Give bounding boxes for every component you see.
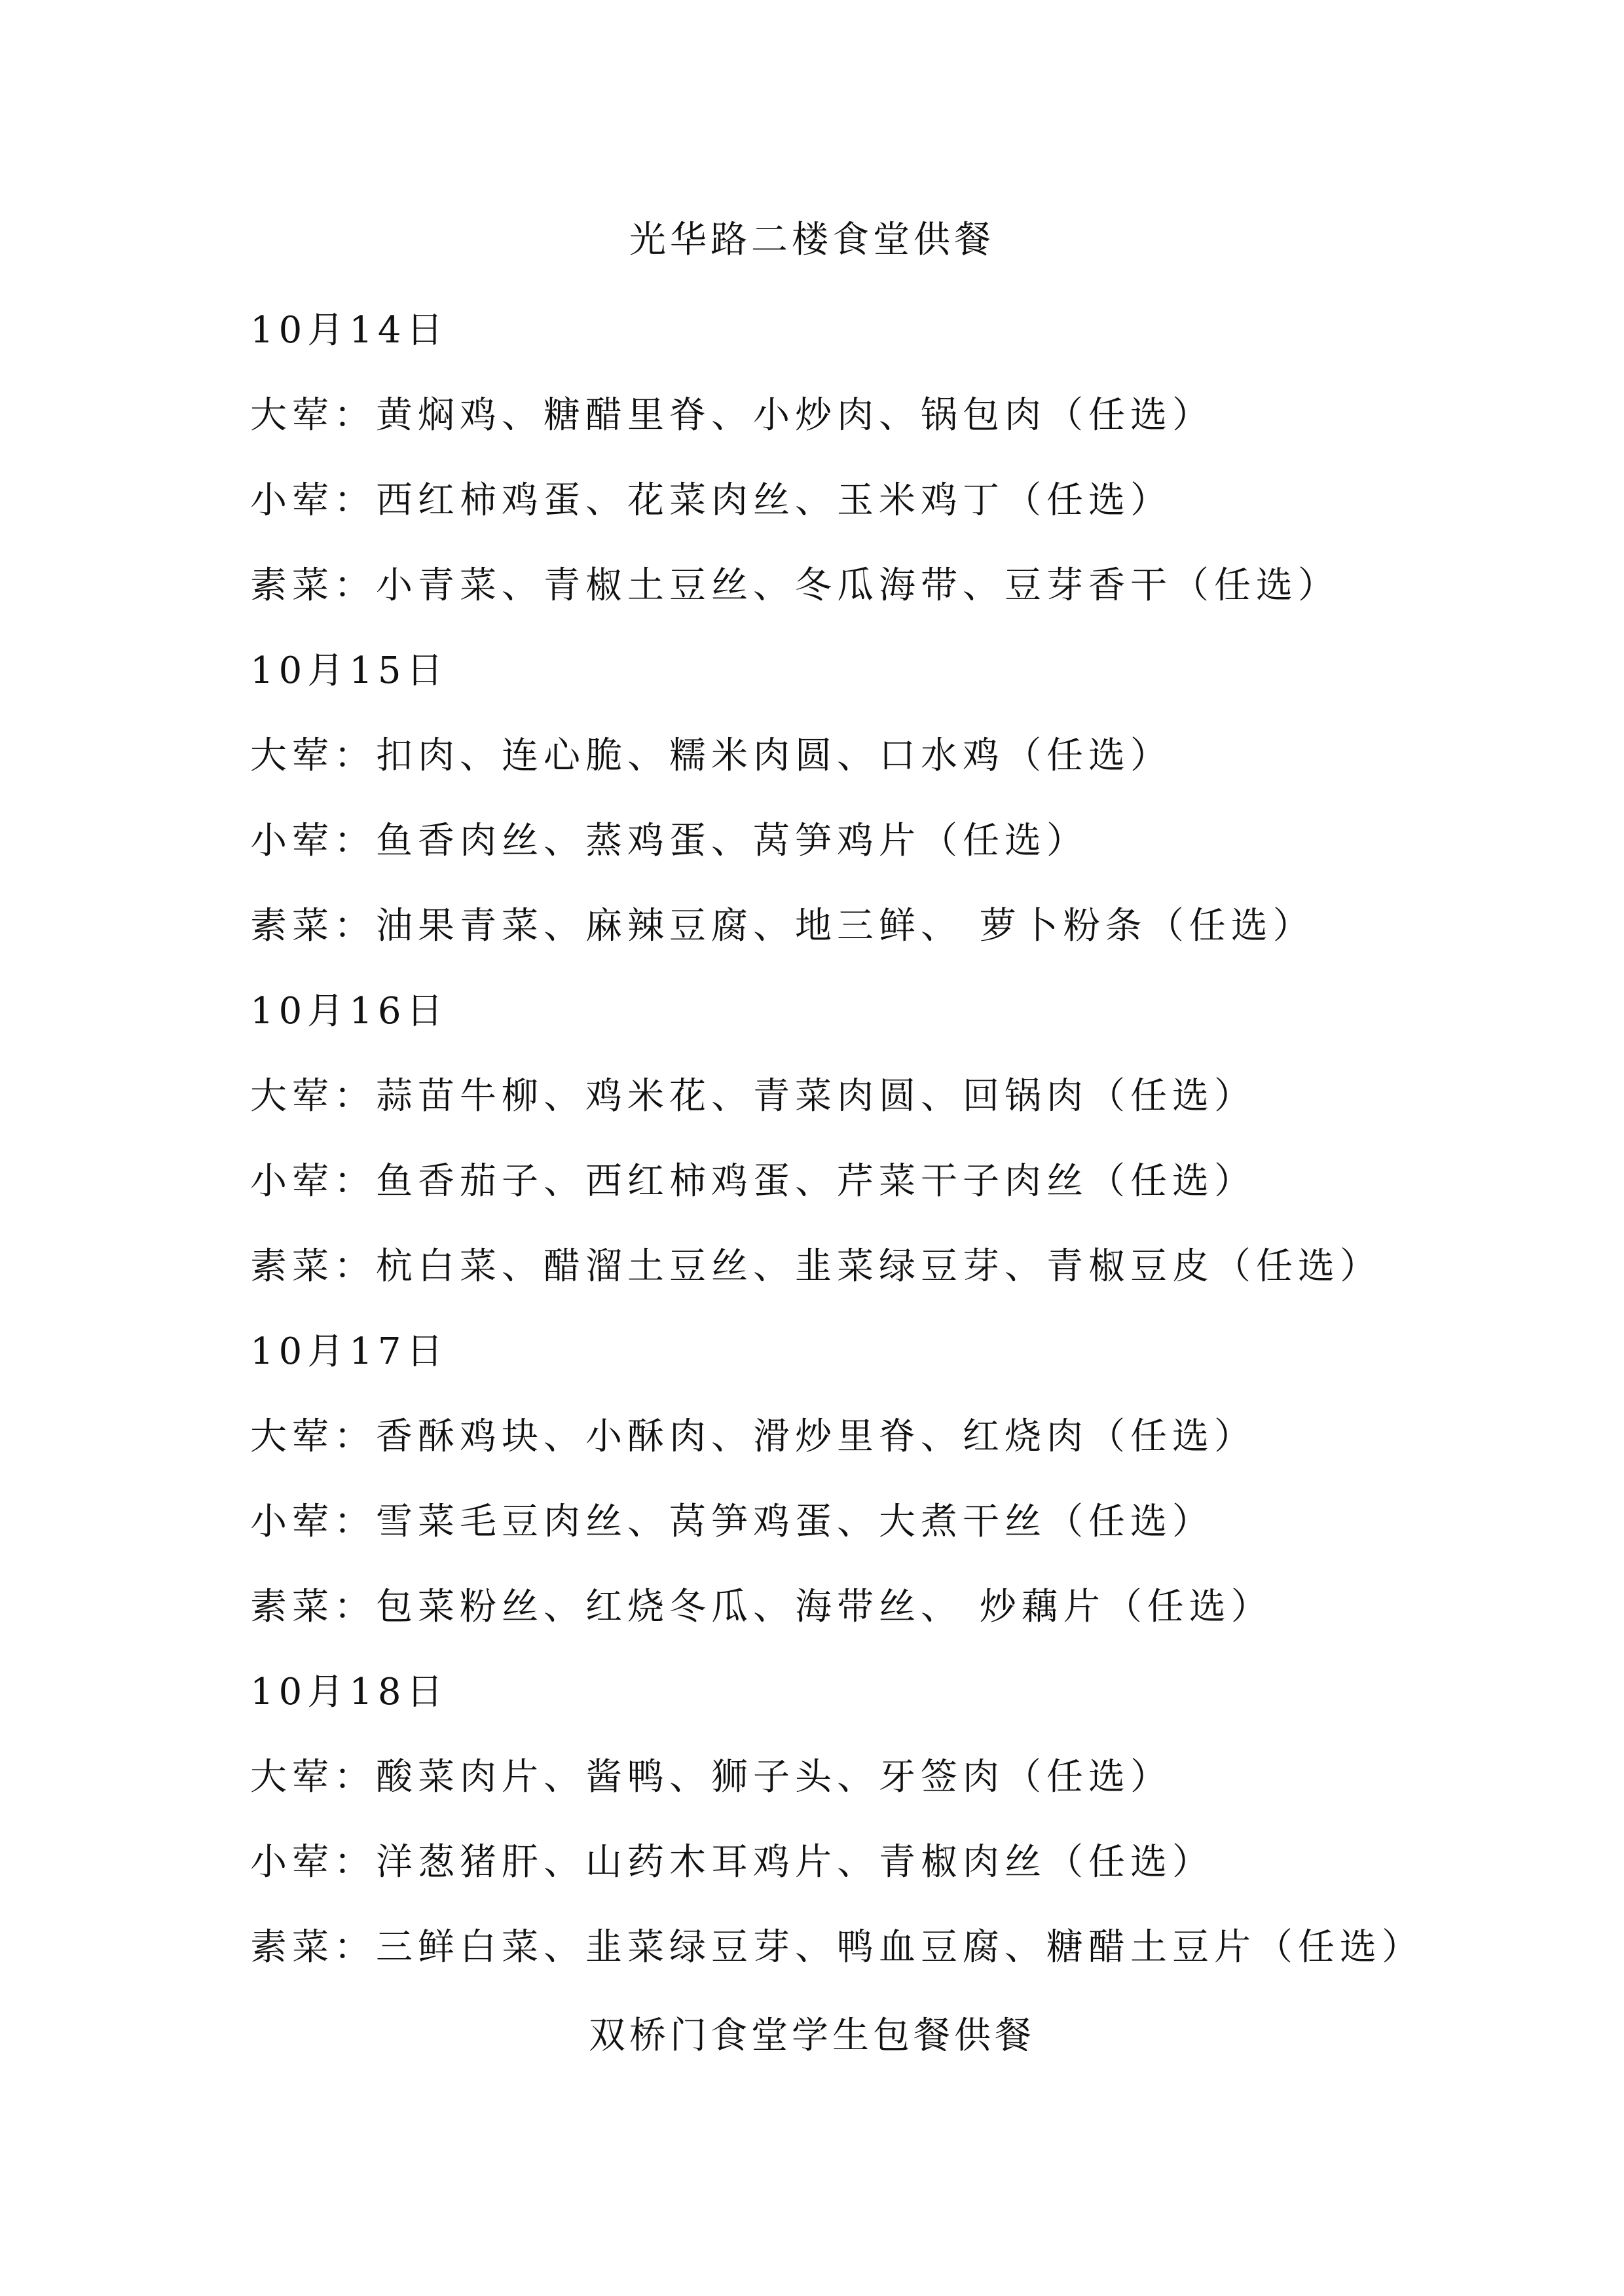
big-meat-line: 大荤：酸菜肉片、酱鸭、狮子头、牙签肉（任选） xyxy=(250,1756,1172,1798)
vegetable-line: 素菜：包菜粉丝、红烧冬瓜、海带丝、 炒藕片（任选） xyxy=(250,1586,1273,1628)
date-line: 10月16日 xyxy=(250,990,449,1032)
canteen-title-shuangqiaomen: 双桥门食堂学生包餐供餐 xyxy=(589,2014,1035,2057)
date-line: 10月17日 xyxy=(250,1330,449,1373)
vegetable-line: 素菜：油果青菜、麻辣豆腐、地三鲜、 萝卜粉条（任选） xyxy=(250,905,1315,947)
small-meat-line: 小荤：鱼香肉丝、蒸鸡蛋、莴笋鸡片（任选） xyxy=(250,820,1088,862)
canteen-title-guanghua: 光华路二楼食堂供餐 xyxy=(629,219,995,261)
small-meat-line: 小荤：西红柿鸡蛋、花菜肉丝、玉米鸡丁（任选） xyxy=(250,479,1172,522)
vegetable-line: 素菜：三鲜白菜、韭菜绿豆芽、鸭血豆腐、糖醋土豆片（任选） xyxy=(250,1926,1424,1969)
small-meat-line: 小荤：鱼香茄子、西红柿鸡蛋、芹菜干子肉丝（任选） xyxy=(250,1160,1256,1203)
big-meat-line: 大荤：扣肉、连心脆、糯米肉圆、口水鸡（任选） xyxy=(250,735,1172,777)
vegetable-line: 素菜：杭白菜、醋溜土豆丝、韭菜绿豆芽、青椒豆皮（任选） xyxy=(250,1245,1382,1288)
big-meat-line: 大荤：蒜苗牛柳、鸡米花、青菜肉圆、回锅肉（任选） xyxy=(250,1075,1256,1118)
small-meat-line: 小荤：雪菜毛豆肉丝、莴笋鸡蛋、大煮干丝（任选） xyxy=(250,1501,1214,1543)
date-line: 10月15日 xyxy=(250,649,449,692)
big-meat-line: 大荤：黄焖鸡、糖醋里脊、小炒肉、锅包肉（任选） xyxy=(250,394,1214,437)
date-line: 10月14日 xyxy=(250,309,449,352)
big-meat-line: 大荤：香酥鸡块、小酥肉、滑炒里脊、红烧肉（任选） xyxy=(250,1415,1256,1458)
small-meat-line: 小荤：洋葱猪肝、山药木耳鸡片、青椒肉丝（任选） xyxy=(250,1841,1214,1884)
vegetable-line: 素菜：小青菜、青椒土豆丝、冬瓜海带、豆芽香干（任选） xyxy=(250,564,1340,607)
date-line: 10月18日 xyxy=(250,1671,449,1713)
